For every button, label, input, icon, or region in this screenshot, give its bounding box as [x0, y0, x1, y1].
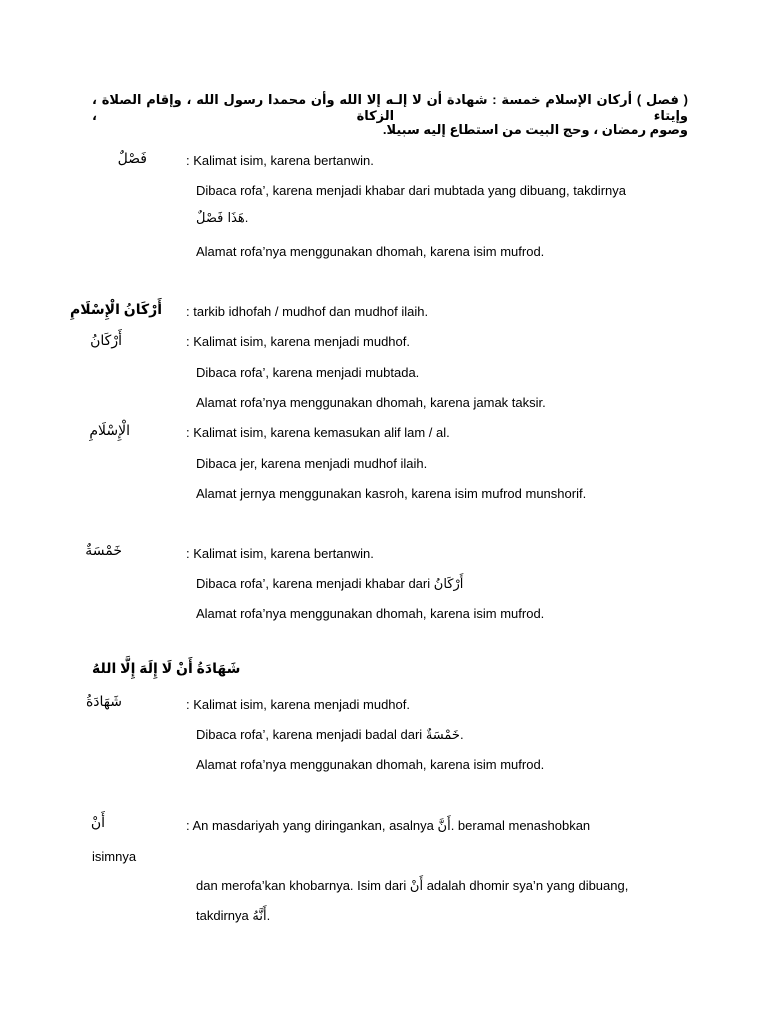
block6-line2-tail: . — [459, 727, 464, 742]
block1-line3-arabic: هَذَا فَصْلٌ — [196, 211, 245, 226]
block1-line4: Alamat rofa’nya menggunakan dhomah, karena isim mufrod. — [196, 244, 545, 259]
block7-line2-text: dan merofa’kan khobarnya. Isim dari — [196, 878, 407, 893]
section-heading-syahadah: شَهَادَةُ أَنْ لَا إِلَهَ إِلَّا اللهُ — [92, 660, 241, 676]
block5-line2 — [196, 576, 463, 592]
block5-line2-arabic: أَرْكَانُ — [433, 577, 464, 592]
block7-line2-arabic: أَنْ — [409, 879, 424, 894]
block3-line3: Alamat rofa’nya menggunakan dhomah, karena jamak taksir. — [196, 395, 546, 410]
block1-line3 — [196, 210, 248, 226]
block7-line3 — [196, 908, 270, 924]
block7-line3-arabic: أَنَّهُ — [252, 909, 267, 924]
term-khamsatun: خَمْسَةٌ — [85, 542, 122, 558]
block3-line2: Dibaca rofa’, karena menjadi mubtada. — [196, 365, 420, 380]
term-arkanul-islam: أَرْكَانُ الْإِسْلَامِ — [70, 301, 162, 317]
block2-line1: : tarkib idhofah / mudhof dan mudhof ilaih. — [186, 304, 429, 319]
block4-line1: : Kalimat isim, karena kemasukan alif lam / al. — [186, 425, 450, 440]
block7-line1-tail: . beramal menashobkan — [450, 818, 591, 833]
intro-line-2: وصوم رمضان ، وحج البيت من استطاع إليه سبيلا. — [382, 122, 688, 137]
block5-line1: : Kalimat isim, karena bertanwin. — [186, 546, 374, 561]
block4-line3: Alamat jernya menggunakan kasroh, karena isim mufrod munshorif. — [196, 486, 587, 501]
block7-line2-tail: adalah dhomir sya’n yang dibuang, — [426, 878, 629, 893]
block3-line1: : Kalimat isim, karena menjadi mudhof. — [186, 334, 410, 349]
block1-line1: : Kalimat isim, karena bertanwin. — [186, 153, 374, 168]
block4-line2: Dibaca jer, karena menjadi mudhof ilaih. — [196, 456, 428, 471]
block1-line2: Dibaca rofa’, karena menjadi khabar dari mubtada yang dibuang, takdirnya — [196, 183, 626, 198]
term-fashlun: فَصْلٌ — [117, 150, 147, 166]
block5-line2-text: Dibaca rofa’, karena menjadi khabar dari — [196, 576, 431, 591]
block7-line1-text: : An masdariyah yang diringankan, asalnya — [186, 818, 434, 833]
block7-line1 — [186, 818, 590, 834]
block6-line3: Alamat rofa’nya menggunakan dhomah, karena isim mufrod. — [196, 757, 545, 772]
block1-line3-tail: . — [244, 210, 249, 225]
block6-line2 — [196, 727, 464, 743]
intro-line-1: ( فصل ) أركان الإسلام خمسة : شهادة أن لا إلـه إلا الله وأن محمدا رسول الله ، وإقام الصلاة ، وإيتاء الزكاة ، — [92, 92, 688, 123]
block6-line2-arabic: خَمْسَةٌ — [425, 728, 460, 743]
block7-line2 — [196, 878, 628, 894]
block6-line2-text: Dibaca rofa’, karena menjadi badal dari — [196, 727, 423, 742]
term-an: أَنْ — [90, 814, 105, 830]
block7-wrap: isimnya — [92, 849, 137, 864]
block6-line1: : Kalimat isim, karena menjadi mudhof. — [186, 697, 410, 712]
block5-line3: Alamat rofa’nya menggunakan dhomah, karena isim mufrod. — [196, 606, 545, 621]
term-arkanu: أَرْكَانُ — [90, 332, 122, 348]
term-syahadatu: شَهَادَةُ — [85, 693, 122, 709]
block7-line1-arabic: أَنَّ — [437, 819, 451, 834]
term-al-islami: الْإِسْلَامِ — [89, 422, 130, 438]
block7-line3-text: takdirnya — [196, 908, 249, 923]
block7-line3-tail: . — [266, 908, 271, 923]
